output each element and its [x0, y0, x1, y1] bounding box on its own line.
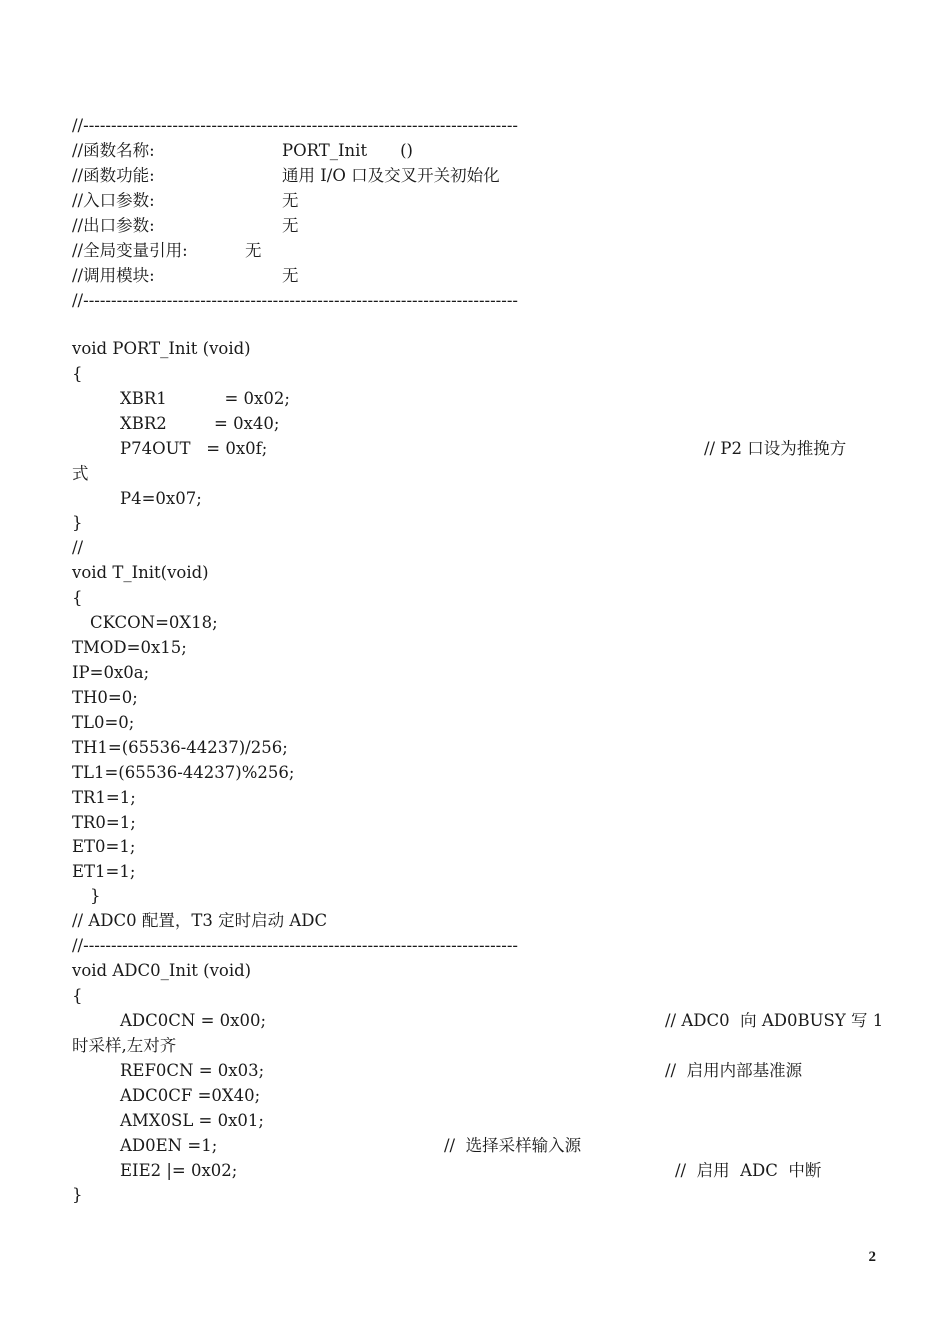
called-module-label: //调用模块:	[72, 266, 155, 285]
code-line-ckcon: CKCON=0X18;	[90, 613, 218, 632]
comment-p74out: // P2 口设为推挽方	[704, 439, 847, 458]
code-line-th0: TH0=0;	[72, 688, 138, 707]
entry-param-value: 无	[282, 191, 299, 210]
comment-eie2: // 启用 ADC 中断	[675, 1161, 822, 1180]
code-line-amx0sl: AMX0SL = 0x01;	[120, 1111, 264, 1130]
t-init-open-brace: {	[72, 588, 83, 607]
comment-p74out-wrap: 式	[72, 464, 89, 483]
code-line-adc0cf: ADC0CF =0X40;	[120, 1086, 261, 1105]
code-line-tr1: TR1=1;	[72, 788, 136, 807]
code-line-tl0: TL0=0;	[72, 713, 135, 732]
code-line-eie2: EIE2 |= 0x02;	[120, 1161, 238, 1180]
adc0-init-open-brace: {	[72, 986, 83, 1005]
comment-adc0cn: // ADC0 向 AD0BUSY 写 1	[665, 1011, 884, 1030]
code-line-tmod: TMOD=0x15;	[72, 638, 187, 657]
page-number: 2	[868, 1249, 876, 1265]
header-rule-bottom: //------------------------------------------------------------------------------	[72, 291, 518, 310]
comment-adc0cn-wrap: 时采样,左对齐	[72, 1036, 177, 1055]
comment-ad0en: // 选择采样输入源	[444, 1136, 582, 1155]
code-line-p4: P4=0x07;	[120, 489, 202, 508]
code-line-adc0cn: ADC0CN = 0x00;	[120, 1011, 267, 1030]
port-init-open-brace: {	[72, 364, 83, 383]
adc0-heading-comment: // ADC0 配置，T3 定时启动 ADC	[72, 911, 328, 930]
code-line-ip: IP=0x0a;	[72, 663, 150, 682]
separator-comment: //	[72, 538, 84, 557]
exit-param-value: 无	[282, 216, 299, 235]
func-name-value: PORT_Init ()	[282, 141, 413, 160]
global-ref-value: 无	[245, 241, 262, 260]
adc0-rule: //------------------------------------------------------------------------------	[72, 936, 518, 955]
code-line-tr0: TR0=1;	[72, 813, 136, 832]
port-init-signature: void PORT_Init (void)	[72, 339, 251, 358]
entry-param-label: //入口参数:	[72, 191, 155, 210]
header-rule-top: //------------------------------------------------------------------------------	[72, 116, 518, 135]
code-line-th1: TH1=(65536-44237)/256;	[72, 738, 288, 757]
code-line-xbr2: XBR2 = 0x40;	[120, 414, 280, 433]
func-name-label: //函数名称:	[72, 141, 155, 160]
code-line-p74out: P74OUT = 0x0f;	[120, 439, 268, 458]
exit-param-label: //出口参数:	[72, 216, 155, 235]
t-init-close-brace: }	[90, 886, 101, 905]
global-ref-label: //全局变量引用:	[72, 241, 188, 260]
adc0-init-close-brace: }	[72, 1185, 83, 1204]
port-init-close-brace: }	[72, 513, 83, 532]
code-line-ad0en: AD0EN =1;	[120, 1136, 218, 1155]
func-desc-label: //函数功能:	[72, 166, 155, 185]
code-line-tl1: TL1=(65536-44237)%256;	[72, 763, 295, 782]
called-module-value: 无	[282, 266, 299, 285]
adc0-init-signature: void ADC0_Init (void)	[72, 961, 252, 980]
func-desc-value: 通用 I/O 口及交叉开关初始化	[282, 166, 500, 185]
code-line-xbr1: XBR1 = 0x02;	[120, 389, 290, 408]
comment-ref0cn: // 启用内部基准源	[665, 1061, 803, 1080]
code-line-et0: ET0=1;	[72, 837, 136, 856]
code-line-ref0cn: REF0CN = 0x03;	[120, 1061, 265, 1080]
t-init-signature: void T_Init(void)	[72, 563, 209, 582]
code-line-et1: ET1=1;	[72, 862, 136, 881]
